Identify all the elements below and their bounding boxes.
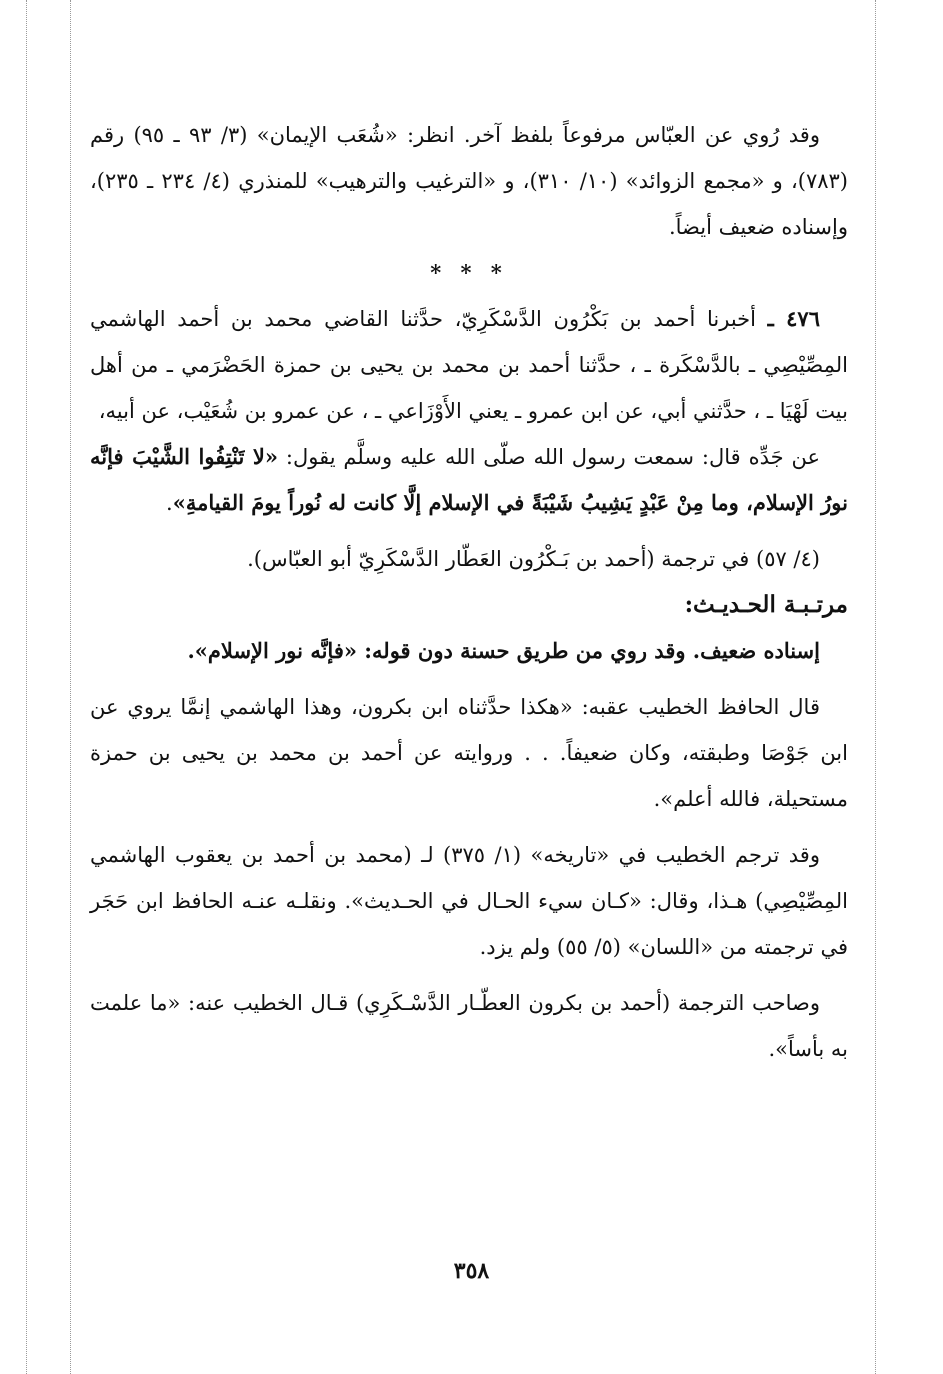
hadith-isnad: [90, 296, 848, 434]
isnad-text: أخبرنا أحمد بن بَكْرُون الدَّسْكَرِيّ، حدَّثنا القاضي محمد بن أحمد الهاشمي المِصِّيْصِي ـ بالدَّسْكَرة ـ ، حدَّثنا أحمد بن محمد بن يحيى بن حمزة الحَضْرَمي ـ من أهل بيت لَهْيَا ـ ، حدَّثني أبي، عن ابن عمرو ـ يعني الأَوْزَاعي ـ ، عن عمرو بن شُعَيْب، عن أبيه،: [90, 307, 848, 423]
page-number: ٣٥٨: [453, 1258, 490, 1284]
margin-guide-left-inner: [70, 0, 71, 1374]
matn-end: .: [166, 491, 173, 515]
hadith-number: ٤٧٦ ـ: [767, 306, 820, 331]
tarjama-reference: (٤/ ٥٧) في ترجمة (أحمد بن بَـكْرُون العَطّار الدَّسْكَرِيّ أبو العبّاس).: [247, 547, 820, 571]
section-heading: مرتـبـة الحـديـث:: [684, 591, 848, 618]
hadith-grade: إسناده ضعيف. وقد روي من طريق حسنة دون قوله: «فإنَّه نور الإسلام».: [187, 638, 820, 663]
khatib-comment: قال الحافظ الخطيب عقبه: «هكذا حدَّثناه ابن بكرون، وهذا الهاشمي إنمَّا يروي عن ابن جَوْصَا وطبقته، وكان ضعيفاً. . . وروايته عن أحمد بن محمد بن يحيى بن حمزة مستحيلة، فالله أعلم».: [90, 695, 848, 811]
sahib-tarjama: وصاحب الترجمة (أحمد بن بكرون العطّـار الدَّسْـكَرِي) قـال الخطيب عنه: «ما علمت به بأساً».: [90, 991, 848, 1061]
matn-text: «لا تَنْتِفُوا الشَّيْبَ فإنَّه نورُ الإسلام، وما مِنْ عَبْدٍ يَشِيبُ شَيْبَةً في الإسلام إلَّا كانت له نُوراً يومَ القيامةِ»: [90, 444, 848, 515]
reference-paragraph: وقد رُوي عن العبّاس مرفوعاً بلفظ آخر. انظر: «شُعَب الإيمان» (٣/ ٩٣ ـ ٩٥) رقم (٧٨٣)، و «مجمع الزوائد» (١٠/ ٣١٠)، و «الترغيب والترهيب» للمنذري (٤/ ٢٣٤ ـ ٢٣٥)، وإسناده ضعيف أيضاً.: [90, 123, 848, 239]
hadith-matn: [90, 434, 848, 526]
margin-guide-left-outer: [26, 0, 27, 1374]
margin-guide-right: [875, 0, 876, 1374]
khatib-tarjama: وقد ترجم الخطيب في «تاريخه» (١/ ٣٧٥) لـ (محمد بن أحمد بن يعقوب الهاشمي المِصِّيْصِي) هـذا، وقال: «كـان سيء الحـال في الحـديث». ونقلـه عنـه الحافظ ابن حَجَر في ترجمته من «اللسان» (٥/ ٥٥) ولم يزد.: [90, 843, 848, 959]
page-body: [90, 112, 848, 1072]
section-separator: * * *: [430, 260, 508, 285]
matn-intro: عن جَدِّه قال: سمعت رسول الله صلّى الله عليه وسلَّم يقول:: [285, 445, 820, 469]
